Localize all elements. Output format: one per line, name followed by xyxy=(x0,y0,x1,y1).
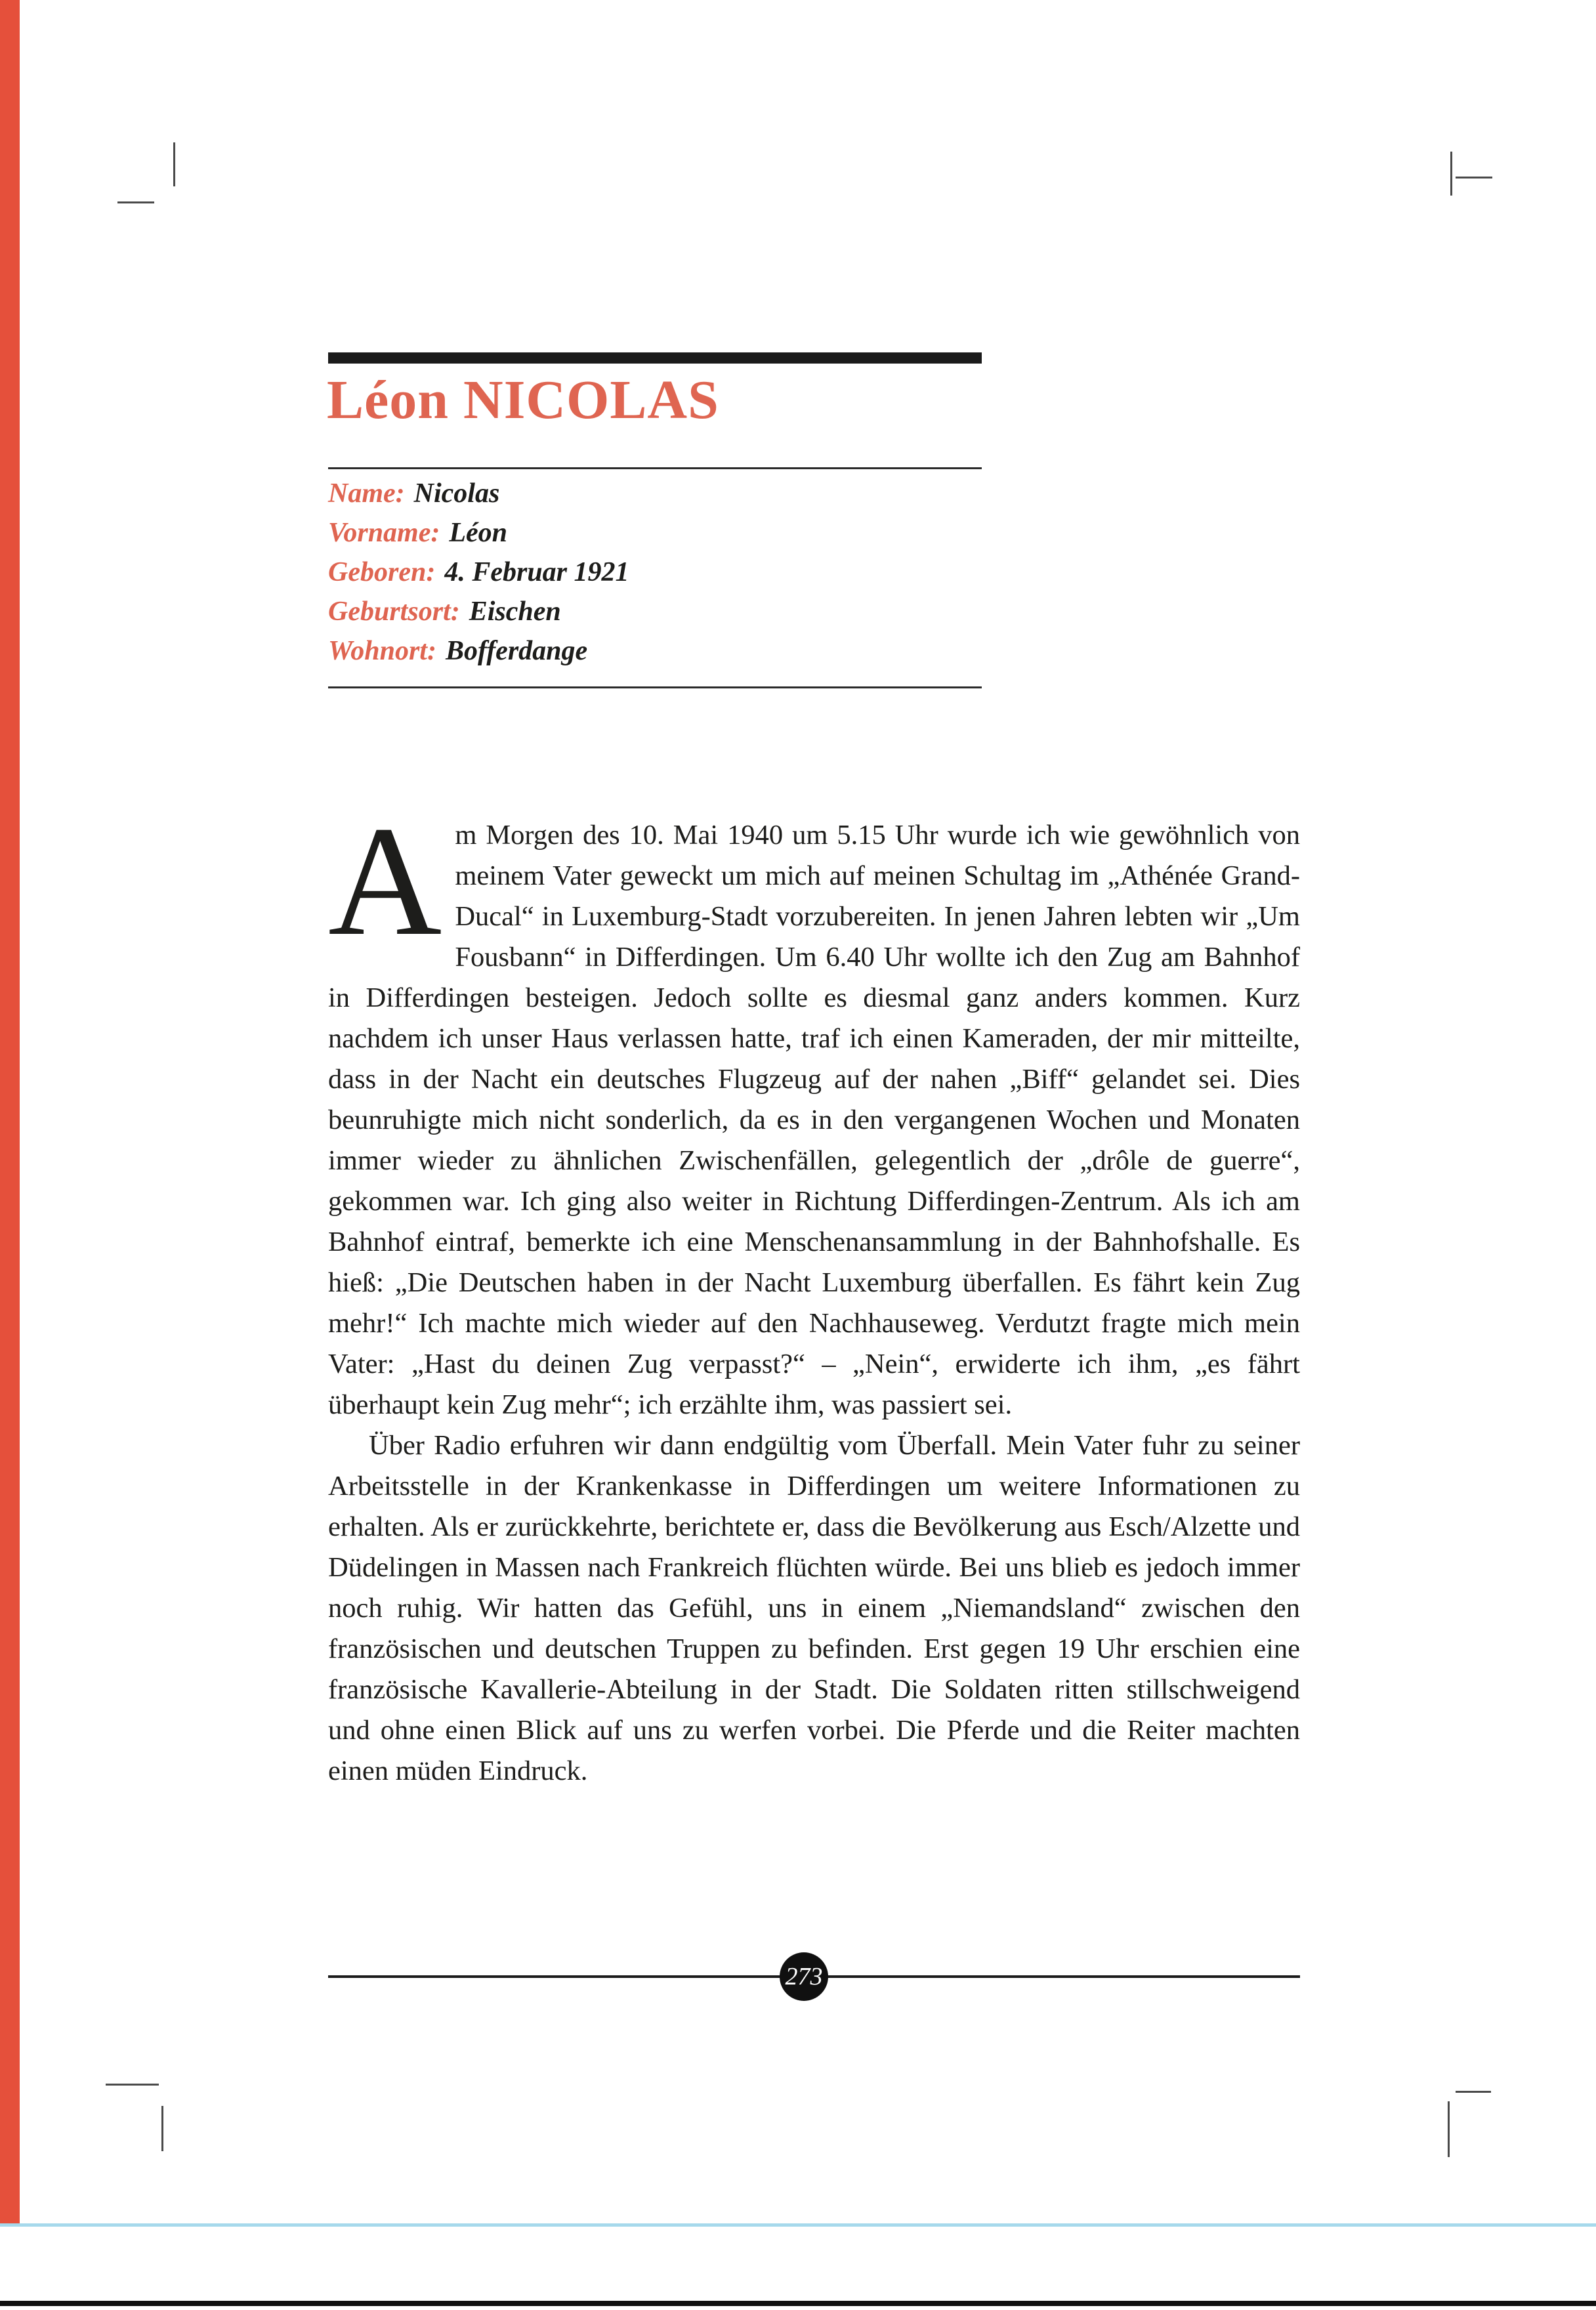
bio-label: Name: xyxy=(328,478,405,509)
body-text xyxy=(328,793,1300,1792)
scan-artifact-black-line xyxy=(0,2301,1596,2306)
scan-artifact-cyan-line xyxy=(0,2223,1596,2227)
paragraph-1-text: m Morgen des 10. Mai 1940 um 5.15 Uhr wurde ich wie gewöhnlich von meinem Vater geweckt um mich auf meinen Schultag im „Athénée Grand-Ducal“ in Luxemburg-Stadt vorzubereiten. In jenen Jahren lebten wir „Um Fousbann“ in Differdingen. Um 6.40 Uhr wollte ich den Zug am Bahnhof in Differdingen besteigen. Jedoch sollte es diesmal ganz anders kommen. Kurz nachdem ich unser Haus verlassen hatte, traf ich einen Kameraden, der mir mitteilte, dass in der Nacht ein deutsches Flugzeug auf der nahen „Biff“ gelandet sei. Dies beunruhigte mich nicht sonderlich, da es in den vergangenen Wochen und Monaten immer wieder zu ähnlichen Zwischenfällen, gelegentlich der „drôle de guerre“, gekommen war. Ich ging also weiter in Richtung Differdingen-Zentrum. Als ich am Bahnhof eintraf, bemerkte ich eine Menschenansammlung in der Bahnhofshalle. Es hieß: „Die Deutschen haben in der Nacht Luxemburg überfallen. Es fährt kein Zug mehr!“ Ich machte mich wieder auf den Nachhauseweg. Verdutzt fragte mich mein Vater: „Hast du deinen Zug verpasst?“ – „Nein“, erwiderte ich ihm, „es fährt überhaupt kein Zug mehr“; ich erzählte ihm, was passiert sei. xyxy=(328,820,1300,1420)
crop-mark-top-right-horizontal xyxy=(1456,177,1492,178)
bio-row-wohnort xyxy=(328,631,629,671)
bio-value: Bofferdange xyxy=(445,636,588,666)
drop-cap: A xyxy=(328,793,442,968)
page-title: Léon NICOLAS xyxy=(327,369,719,430)
bio-row-geboren xyxy=(328,553,629,592)
bio-label: Geburtsort: xyxy=(328,597,460,627)
crop-mark-bottom-left-vertical xyxy=(161,2106,163,2151)
paragraph-1 xyxy=(328,793,1300,1425)
bio-block xyxy=(328,474,629,671)
crop-mark-top-left-horizontal xyxy=(117,201,154,203)
bio-value: Eischen xyxy=(469,597,561,627)
page-number: 273 xyxy=(785,1963,823,1990)
bio-row-name xyxy=(328,474,629,513)
crop-mark-top-left-vertical xyxy=(173,142,175,186)
bio-label: Wohnort: xyxy=(328,636,436,666)
header-divider-bottom xyxy=(328,686,982,688)
title-rule-thick xyxy=(328,352,982,364)
paragraph-2: Über Radio erfuhren wir dann endgültig vom Überfall. Mein Vater fuhr zu seiner Arbeitsstelle in der Krankenkasse in Differdingen um weitere Informationen zu erhalten. Als er zurückkehrte, berichtete er, dass die Bevölkerung aus Esch/Alzette und Düdelingen in Massen nach Frankreich flüchten würde. Bei uns blieb es jedoch immer noch ruhig. Wir hatten das Gefühl, uns in einem „Niemandsland“ zwischen den französischen und deutschen Truppen zu befinden. Erst gegen 19 Uhr erschien eine französische Kavallerie-Abteilung in der Stadt. Die Soldaten ritten stillschweigend und ohne einen Blick auf uns zu werfen vorbei. Die Pferde und die Reiter machten einen müden Eindruck. xyxy=(328,1430,1300,1786)
crop-mark-bottom-right-vertical xyxy=(1448,2101,1450,2157)
bio-value: 4. Februar 1921 xyxy=(444,557,629,587)
bio-label: Geboren: xyxy=(328,557,436,587)
bio-value: Léon xyxy=(449,518,508,548)
bio-value: Nicolas xyxy=(413,478,500,509)
bio-row-vorname xyxy=(328,513,629,553)
crop-mark-top-right-vertical xyxy=(1450,152,1452,196)
page-number-badge xyxy=(780,1952,828,2001)
left-margin-stripe xyxy=(0,0,20,2225)
crop-mark-bottom-left-horizontal xyxy=(106,2084,159,2086)
bio-row-geburtsort xyxy=(328,592,629,631)
header-divider-top xyxy=(328,467,982,469)
crop-mark-bottom-right-horizontal xyxy=(1456,2091,1491,2093)
bio-label: Vorname: xyxy=(328,518,440,548)
